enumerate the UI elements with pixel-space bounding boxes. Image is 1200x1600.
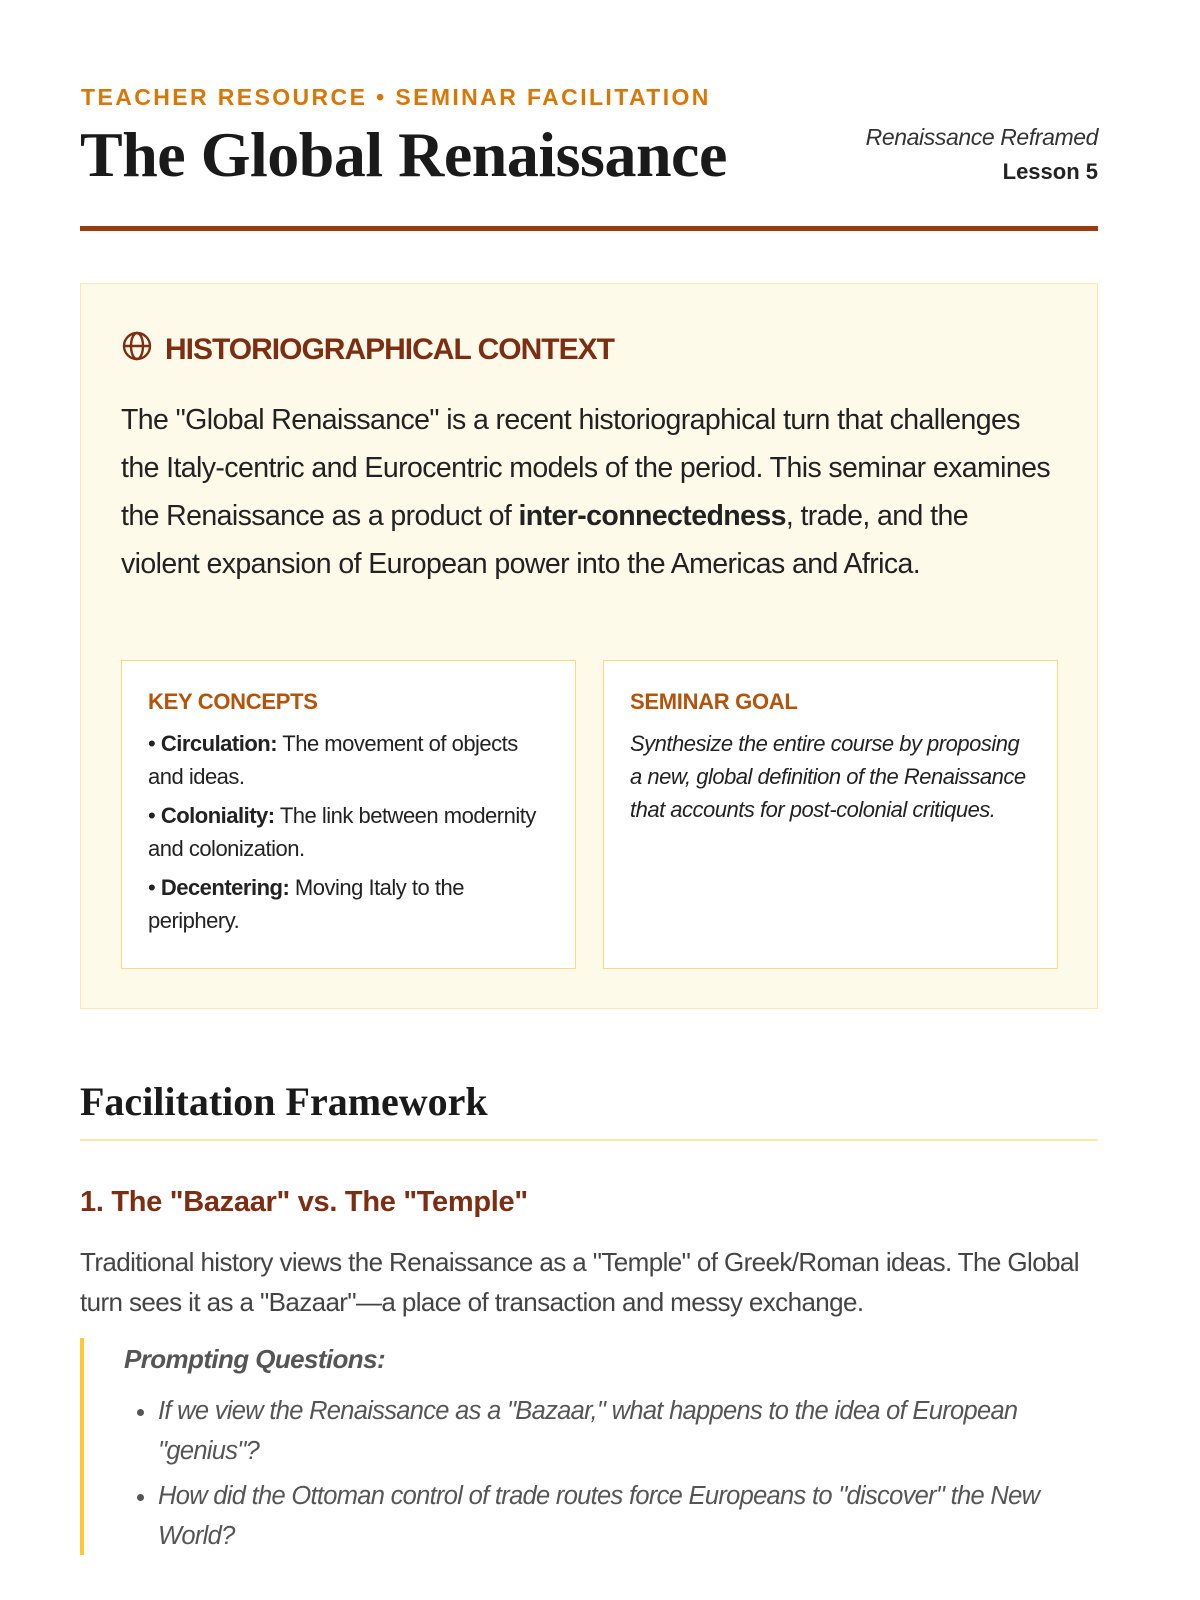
subsection-heading: 1. The "Bazaar" vs. The "Temple" <box>80 1186 528 1218</box>
concept-term: Coloniality: <box>160 803 275 828</box>
concept-desc: The movement of objects and ideas. <box>148 731 518 789</box>
prompting-questions-heading: Prompting Questions: <box>124 1344 386 1374</box>
question-item: • How did the Ottoman control of trade routes force Europeans to "discover" the New World? <box>158 1476 1098 1556</box>
concept-term: Circulation: <box>160 731 278 756</box>
seminar-goal-text: Synthesize the entire course by proposing a new, global definition of the Renaissance that accounts for post-colonial critiques. <box>630 731 1026 822</box>
series-name: Renaissance Reframed <box>865 124 1098 150</box>
context-heading <box>121 330 614 370</box>
concept-desc: The link between modernity and colonization. <box>148 803 536 861</box>
question-item: • If we view the Renaissance as a "Bazaar," what happens to the idea of European "genius"? <box>158 1391 1098 1471</box>
text: , trade, and the violent expansion of European power into the Americas and Africa. <box>121 500 968 580</box>
globe-icon <box>121 330 153 370</box>
concept-item: • Circulation: The movement of objects and ideas. <box>148 731 518 789</box>
page-title: The Global Renaissance <box>80 119 727 190</box>
concept-term: Decentering: <box>160 875 290 900</box>
context-heading-text: HISTORIOGRAPHICAL CONTEXT <box>165 333 614 366</box>
key-concepts-heading: KEY CONCEPTS <box>148 689 318 714</box>
seminar-goal-heading: SEMINAR GOAL <box>630 689 798 714</box>
lesson-meta <box>866 124 1098 185</box>
lesson-number: Lesson 5 <box>1002 159 1098 184</box>
historiographical-context-panel <box>80 283 1098 1009</box>
key-concepts-card <box>121 660 576 969</box>
section-divider <box>80 1139 1098 1141</box>
context-paragraph <box>121 396 1051 588</box>
header-divider <box>80 226 1098 231</box>
concept-desc: Moving Italy to the periphery. <box>148 875 464 933</box>
section-title: Facilitation Framework <box>80 1079 488 1124</box>
eyebrow-label: TEACHER RESOURCE • SEMINAR FACILITATION <box>81 84 711 110</box>
emphasis: inter-connectedness <box>518 500 786 532</box>
text: The "Global Renaissance" is a recent historiographical turn that challenges the Italy-centric and Eurocentric models of the period. This seminar examines the Renaissance as a product of <box>121 404 1051 532</box>
concept-item: • Decentering: Moving Italy to the periphery. <box>148 875 464 933</box>
prompting-questions-block <box>80 1338 1098 1555</box>
concept-item: • Coloniality: The link between modernity and colonization. <box>148 803 536 861</box>
seminar-goal-card <box>603 660 1058 969</box>
subsection-paragraph: Traditional history views the Renaissance as a "Temple" of Greek/Roman ideas. The Global turn sees it as a "Bazaar"—a place of transaction and messy exchange. <box>80 1247 1079 1317</box>
